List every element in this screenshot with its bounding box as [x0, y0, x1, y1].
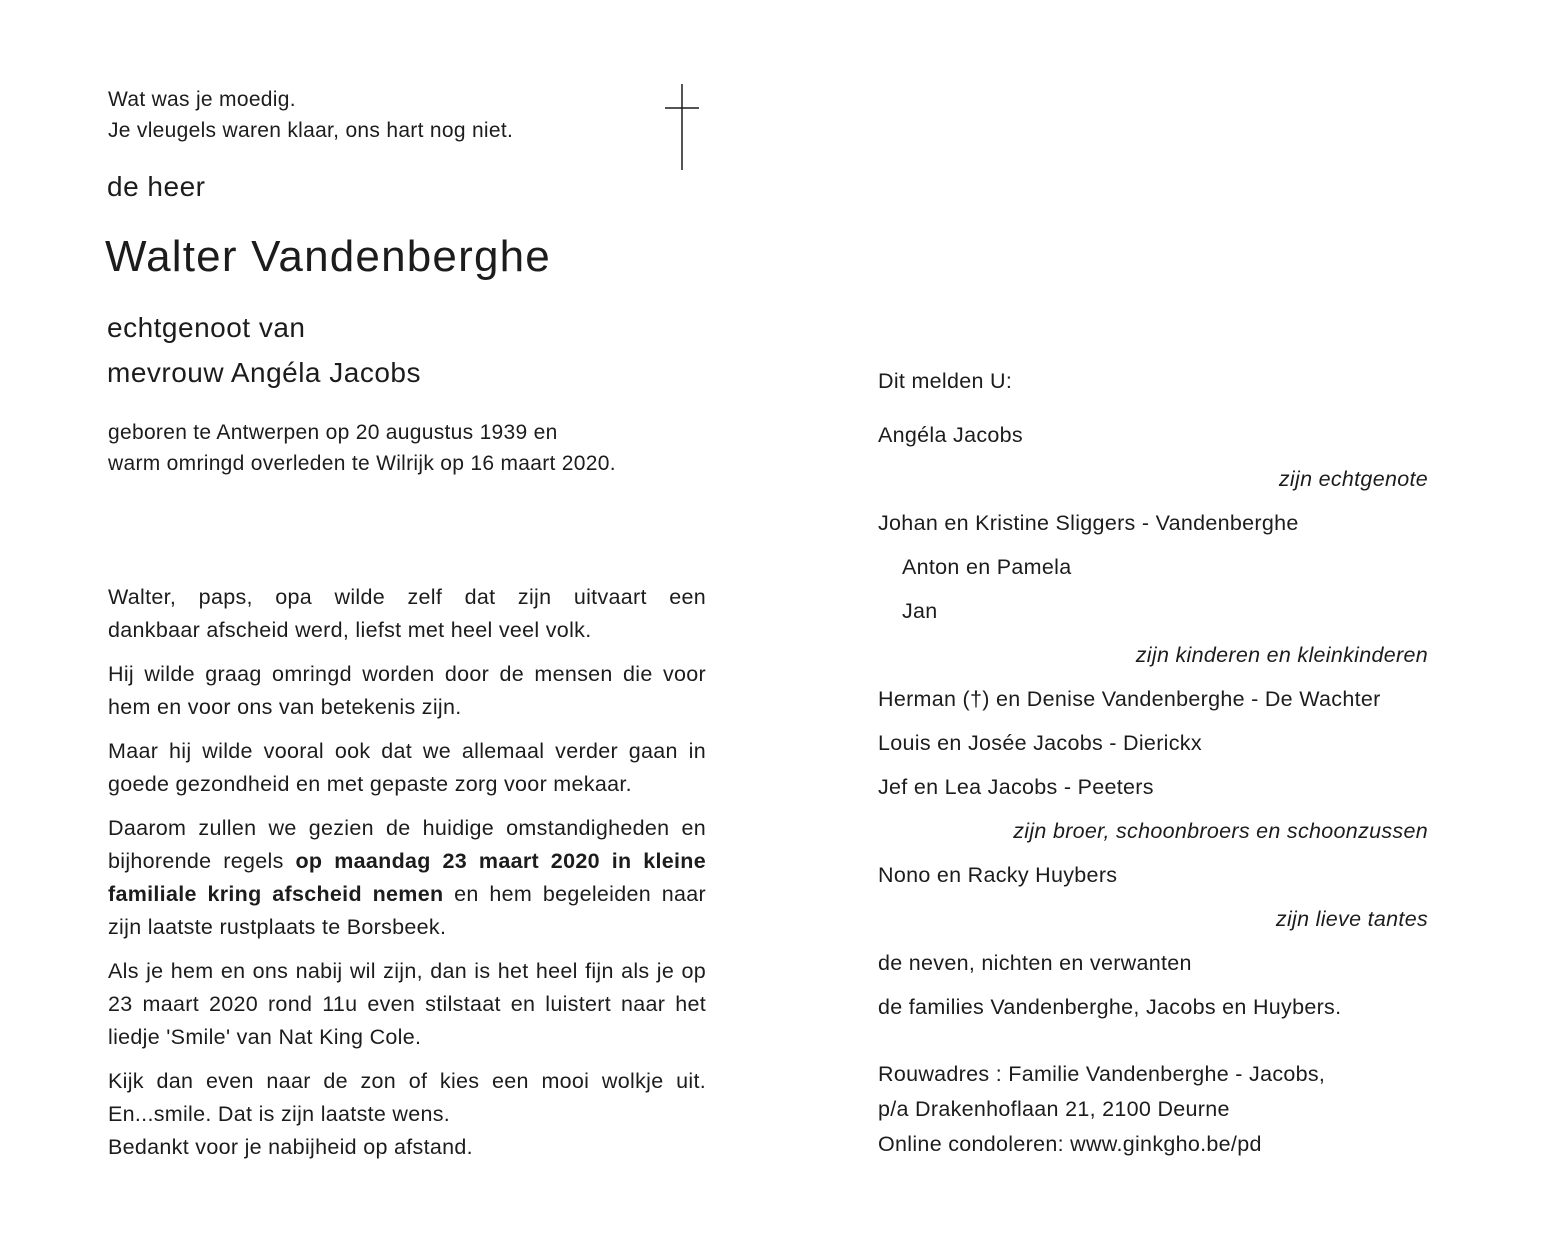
family-member-name: Herman (†) en Denise Vandenberghe - De Wachter — [878, 687, 1381, 711]
text-line: Maar hij wilde vooral ook dat we allemaal verder gaan in — [108, 739, 706, 763]
family-member-name: de families Vandenberghe, Jacobs en Huybers. — [878, 995, 1342, 1019]
text-line: zijn laatste rustplaats te Borsbeek. — [108, 915, 447, 939]
family-member-name: Anton en Pamela — [902, 555, 1072, 579]
announcement-list — [878, 359, 1428, 1029]
paragraph — [108, 812, 706, 944]
text-line: familiale kring afscheid nemen en hem begeleiden naar — [108, 882, 706, 906]
text-line: Bedankt voor je nabijheid op afstand. — [108, 1135, 473, 1159]
death-line: warm omringd overleden te Wilrijk op 16 maart 2020. — [108, 452, 616, 475]
text-line: Daarom zullen we gezien de huidige omstandigheden en — [108, 816, 706, 840]
announcement-intro: Dit melden U: — [878, 369, 1013, 393]
birth-line: geboren te Antwerpen op 20 augustus 1939 en — [108, 421, 558, 444]
memorial-message — [108, 581, 706, 1164]
text-line: goede gezondheid en met gepaste zorg voor mekaar. — [108, 772, 632, 796]
text-line: 23 maart 2020 rond 11u even stilstaat en luistert naar het — [108, 992, 706, 1016]
family-member-name: Jef en Lea Jacobs - Peeters — [878, 775, 1154, 799]
text-line: hem en voor ons van betekenis zijn. — [108, 695, 462, 719]
family-member-name: Louis en Josée Jacobs - Dierickx — [878, 731, 1202, 755]
relation-label: zijn echtgenote — [1278, 467, 1428, 491]
paragraph — [108, 1065, 706, 1164]
paragraph — [108, 581, 706, 647]
family-member-name: Johan en Kristine Sliggers - Vandenberghe — [878, 511, 1299, 535]
text-line: Hij wilde graag omringd worden door de mensen die voor — [108, 662, 706, 686]
family-member-name: Angéla Jacobs — [878, 423, 1023, 447]
contact-block — [878, 1057, 1438, 1162]
text-line: En...smile. Dat is zijn laatste wens. — [108, 1102, 451, 1126]
memorial-quote — [108, 84, 513, 146]
paragraph — [108, 658, 706, 724]
relation-label: zijn broer, schoonbroers en schoonzussen — [1013, 819, 1428, 843]
text-line: bijhorende regels op maandag 23 maart 2020 in kleine — [108, 849, 706, 873]
honorific: de heer — [107, 171, 206, 202]
paragraph — [108, 735, 706, 801]
relation-block — [107, 305, 421, 395]
text-line: Als je hem en ons nabij wil zijn, dan is het heel fijn als je op — [108, 959, 706, 983]
relation-label: zijn lieve tantes — [1275, 907, 1428, 931]
mourning-address-line: p/a Drakenhoflaan 21, 2100 Deurne — [878, 1097, 1230, 1121]
family-member-name: de neven, nichten en verwanten — [878, 951, 1192, 975]
deceased-name: Walter Vandenberghe — [105, 232, 551, 281]
quote-line: Je vleugels waren klaar, ons hart nog niet. — [108, 119, 514, 142]
text-line: dankbaar afscheid werd, liefst met heel veel volk. — [108, 618, 592, 642]
text-line: Walter, paps, opa wilde zelf dat zijn uitvaart een — [108, 585, 706, 609]
family-member-name: Nono en Racky Huybers — [878, 863, 1118, 887]
quote-line: Wat was je moedig. — [108, 88, 296, 111]
latin-cross-icon — [660, 78, 704, 176]
relation-line: echtgenoot van — [107, 312, 306, 343]
relation-label: zijn kinderen en kleinkinderen — [1135, 643, 1428, 667]
family-entries — [878, 413, 1428, 1029]
family-member-name: Jan — [902, 599, 938, 623]
paragraph — [108, 955, 706, 1054]
text-line: Kijk dan even naar de zon of kies een mooi wolkje uit. — [108, 1069, 706, 1093]
online-condolence-line: Online condoleren: www.ginkgho.be/pd — [878, 1132, 1262, 1156]
life-dates — [108, 417, 616, 479]
text-line: liedje 'Smile' van Nat King Cole. — [108, 1025, 422, 1049]
spouse-name: mevrouw Angéla Jacobs — [107, 357, 422, 388]
mourning-address-line: Rouwadres : Familie Vandenberghe - Jacobs, — [878, 1062, 1326, 1086]
